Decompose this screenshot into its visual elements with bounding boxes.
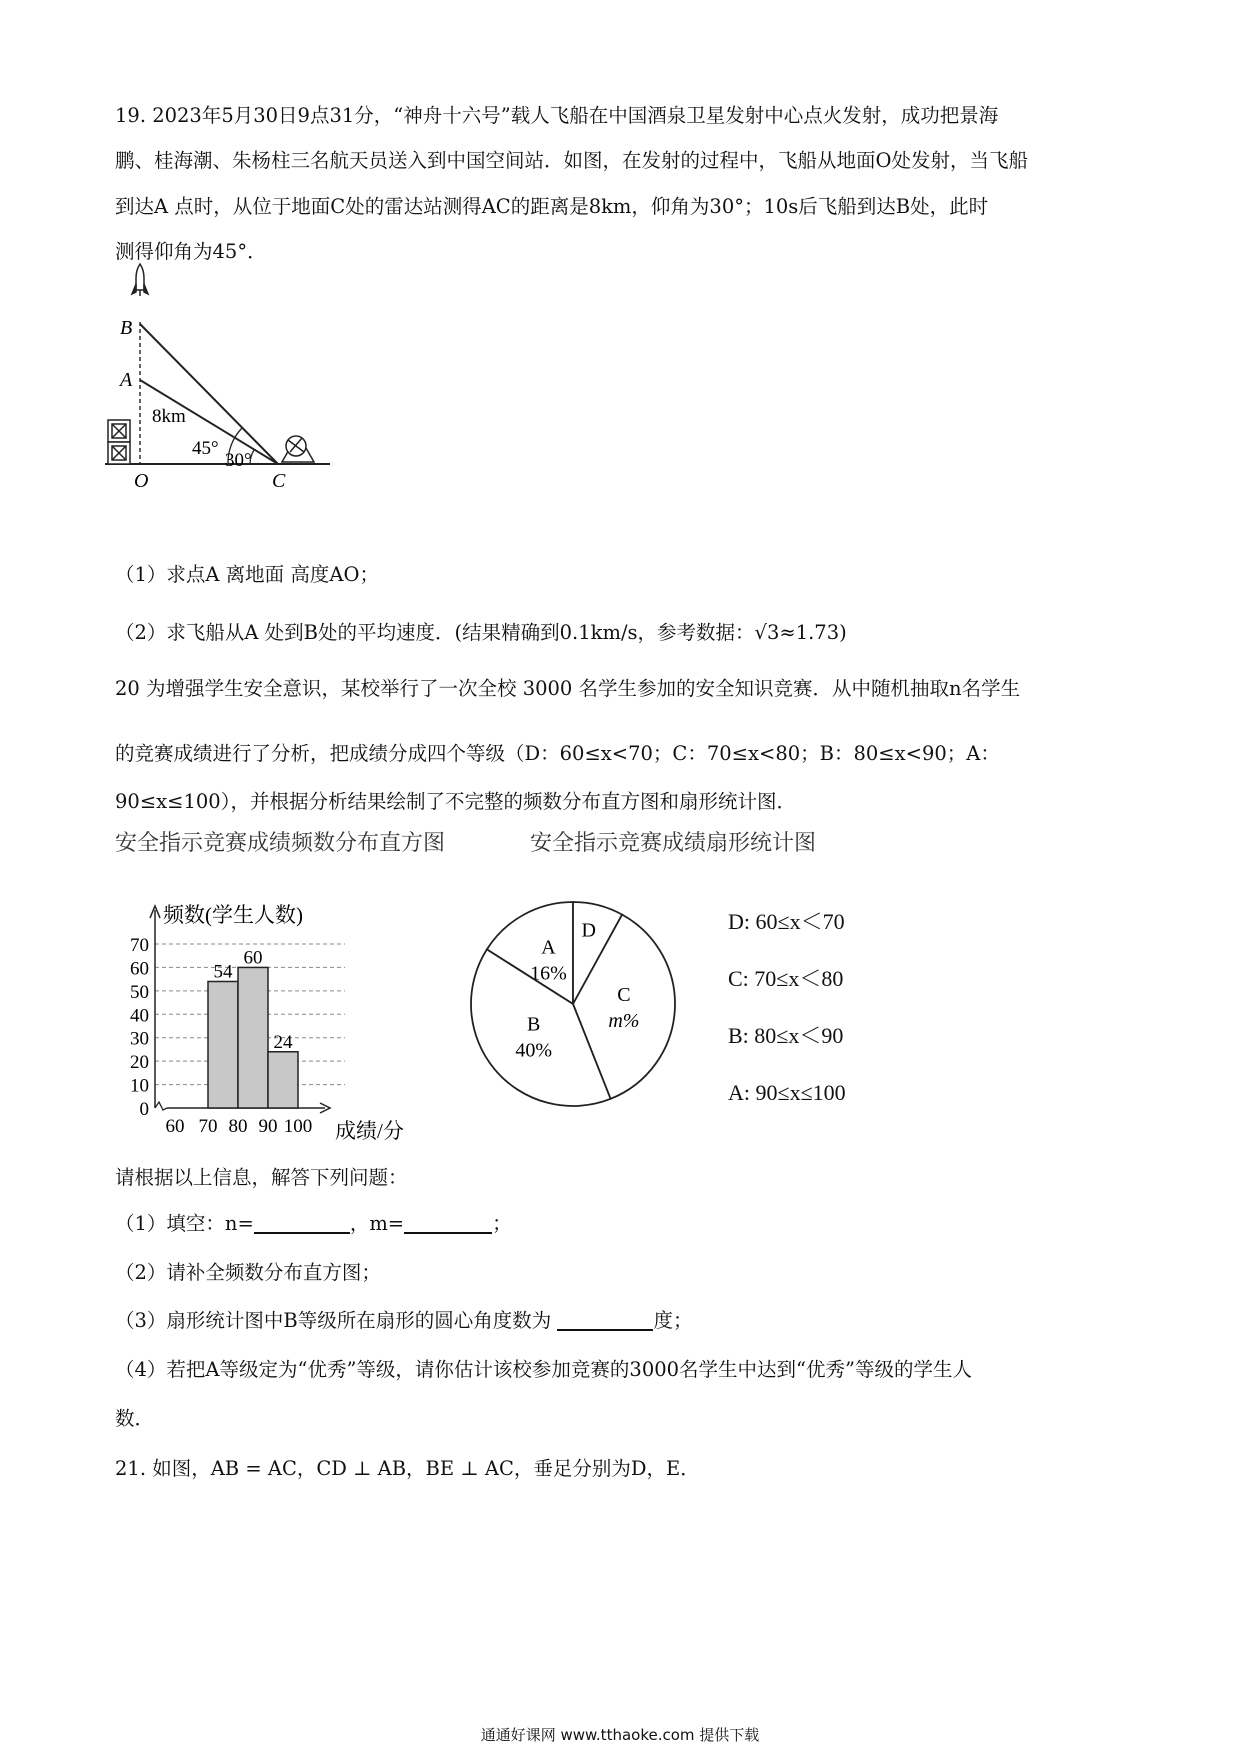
q20-sub2: （2）请补全频数分布直方图；: [115, 1261, 381, 1284]
q20-sub1-end: ；: [492, 1212, 512, 1235]
y-tick-label: 10: [130, 1075, 149, 1097]
q21-line: 21. 如图，AB = AC，CD ⊥ AB，BE ⊥ AC，垂足分别为D，E．: [115, 1457, 700, 1480]
y-tick-label: 20: [130, 1052, 149, 1074]
histogram-bar: [238, 967, 268, 1108]
pie-chart: [455, 890, 695, 1120]
x-tick-label: 70: [198, 1116, 218, 1137]
hist-caption: 安全指示竞赛成绩频数分布直方图: [115, 831, 446, 856]
pie-slice-percent: 40%: [515, 1039, 553, 1062]
q19-line-2: 鹏、桂海潮、朱杨柱三名航天员送入到中国空间站．如图，在发射的过程中，飞船从地面O处发射，当飞船: [115, 149, 1028, 172]
q20-sub3-prefix: （3）扇形统计图中B等级所在扇形的圆心角度数为: [115, 1309, 558, 1332]
q20-sub1-prefix: （1）填空：n=: [115, 1212, 254, 1235]
q19-line-4: 测得仰角为45°．: [115, 240, 267, 263]
pie-legend: [728, 908, 846, 1136]
y-tick-label: 60: [130, 958, 149, 980]
q20-after: 请根据以上信息，解答下列问题：: [115, 1166, 408, 1189]
pie-slice-label: B: [527, 1013, 541, 1036]
y-axis-title: 频数(学生人数): [163, 903, 303, 927]
q20-line-1: 20 为增强学生安全意识，某校举行了一次全校 3000 名学生参加的安全知识竞赛．从中随机抽取n名学生: [115, 677, 1021, 700]
legend-item-d: D: 60≤x＜70: [728, 909, 845, 934]
q20-sub3: [115, 1307, 692, 1335]
legend-item-c: C: 70≤x＜80: [728, 966, 844, 991]
q20-line-2: 的竞赛成绩进行了分析，把成绩分成四个等级（D：60≤x<70；C：70≤x<80；B：80≤x<90；A：: [115, 742, 1000, 765]
x-tick-label: 100: [283, 1116, 313, 1137]
label-8km: 8km: [152, 406, 186, 427]
q20-sub4-line-1: （4）若把A等级定为“优秀”等级，请你估计该校参加竞赛的3000名学生中达到“优秀”等级的学生人: [115, 1358, 972, 1381]
answer-blank-m[interactable]: [404, 1212, 492, 1234]
legend-item-b: B: 80≤x＜90: [728, 1023, 844, 1048]
legend-item-a: A: 90≤x≤100: [728, 1080, 846, 1105]
label-45deg: 45°: [192, 438, 219, 459]
pie-caption: 安全指示竞赛成绩扇形统计图: [530, 831, 817, 856]
q19-figure: [100, 262, 360, 494]
bar-value-label: 60: [243, 947, 263, 969]
q19-line-1: 19. 2023年5月30日9点31分，“神舟十六号”载人飞船在中国酒泉卫星发射中心点火发射，成功把景海: [115, 104, 999, 127]
q20-sub1-mid: ，m=: [349, 1212, 405, 1235]
pie-slice-percent: 16%: [530, 962, 567, 985]
axis-break: [155, 1102, 167, 1110]
building-icon: [108, 420, 130, 464]
rocket-icon: [132, 264, 148, 296]
pie-slice-label: D: [581, 919, 596, 942]
label-C: C: [272, 470, 286, 492]
y-tick-label: 40: [130, 1005, 149, 1027]
histogram-bar: [208, 981, 238, 1108]
bar-value-label: 54: [213, 961, 233, 983]
label-30deg: 30°: [225, 450, 252, 471]
radar-dish-icon: [282, 436, 314, 462]
q19-sub1: （1）求点A 离地面 高度AO；: [115, 563, 379, 586]
histogram-bar: [268, 1052, 298, 1108]
label-O: O: [134, 470, 149, 492]
y-tick-label: 70: [130, 935, 149, 956]
y-tick-label: 0: [139, 1099, 149, 1120]
answer-blank-n[interactable]: [254, 1212, 350, 1234]
q20-sub4-line-2: 数．: [115, 1407, 155, 1430]
y-tick-label: 30: [130, 1028, 149, 1050]
answer-blank-angle[interactable]: [557, 1309, 653, 1331]
x-axis-title: 成绩/分: [335, 1119, 404, 1143]
q20-sub3-end: 度；: [653, 1309, 693, 1332]
label-A: A: [120, 369, 133, 391]
pie-slice-percent: m%: [608, 1010, 640, 1033]
histogram-chart: [130, 890, 470, 1150]
x-tick-label: 90: [258, 1116, 278, 1137]
y-tick-label: 50: [130, 981, 149, 1003]
q20-sub1: [115, 1210, 512, 1238]
pie-slice-label: C: [617, 984, 631, 1007]
label-B: B: [120, 317, 133, 339]
x-tick-label: 60: [165, 1116, 185, 1137]
x-tick-label: 80: [228, 1116, 248, 1137]
pie-slice-label: A: [541, 936, 556, 959]
footer: 通通好课网 www.tthaoke.com 提供下载: [480, 1726, 760, 1744]
q19-sub2: （2）求飞船从A 处到B处的平均速度．(结果精确到0.1km/s，参考数据：√3≈1.73): [115, 621, 847, 644]
q20-line-3: 90≤x≤100），并根据分析结果绘制了不完整的频数分布直方图和扇形统计图．: [115, 790, 796, 813]
q19-line-3: 到达A 点时，从位于地面C处的雷达站测得AC的距离是8km，仰角为30°；10s后飞船到达B处，此时: [115, 195, 989, 218]
bar-value-label: 24: [273, 1031, 293, 1053]
